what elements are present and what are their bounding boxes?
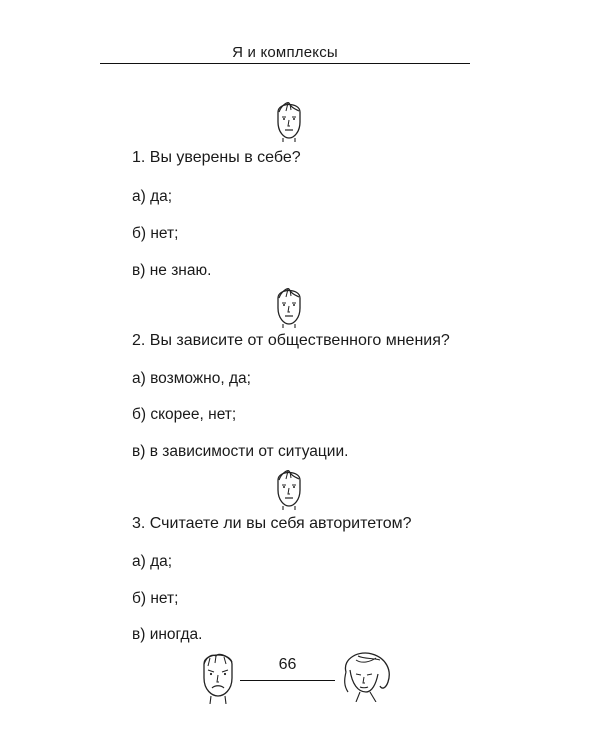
question-2-text: 2. Вы зависите от общественного мнения? — [132, 332, 450, 349]
neutral-face-icon — [272, 98, 306, 142]
question-2-option-a: а) возможно, да; — [132, 370, 251, 387]
woman-face-icon — [336, 650, 394, 702]
page-number: 66 — [278, 656, 297, 673]
question-3-option-c: в) иногда. — [132, 626, 203, 643]
question-3-option-b: б) нет; — [132, 590, 179, 607]
neutral-face-icon — [272, 466, 306, 510]
header-rule — [100, 63, 470, 64]
page-header-title: Я и комплексы — [232, 44, 338, 61]
footer-rule — [240, 680, 335, 681]
question-3-text: 3. Считаете ли вы себя авторитетом? — [132, 515, 412, 532]
question-3-option-a: а) да; — [132, 553, 173, 570]
sad-man-face-icon — [198, 648, 238, 704]
neutral-face-icon — [272, 284, 306, 328]
question-1-text: 1. Вы уверены в себе? — [132, 149, 301, 166]
question-2-option-b: б) скорее, нет; — [132, 406, 237, 423]
question-1-option-b: б) нет; — [132, 225, 179, 242]
question-1-option-c: в) не знаю. — [132, 262, 212, 279]
question-1-option-a: а) да; — [132, 188, 173, 205]
question-2-option-c: в) в зависимости от ситуации. — [132, 443, 349, 460]
